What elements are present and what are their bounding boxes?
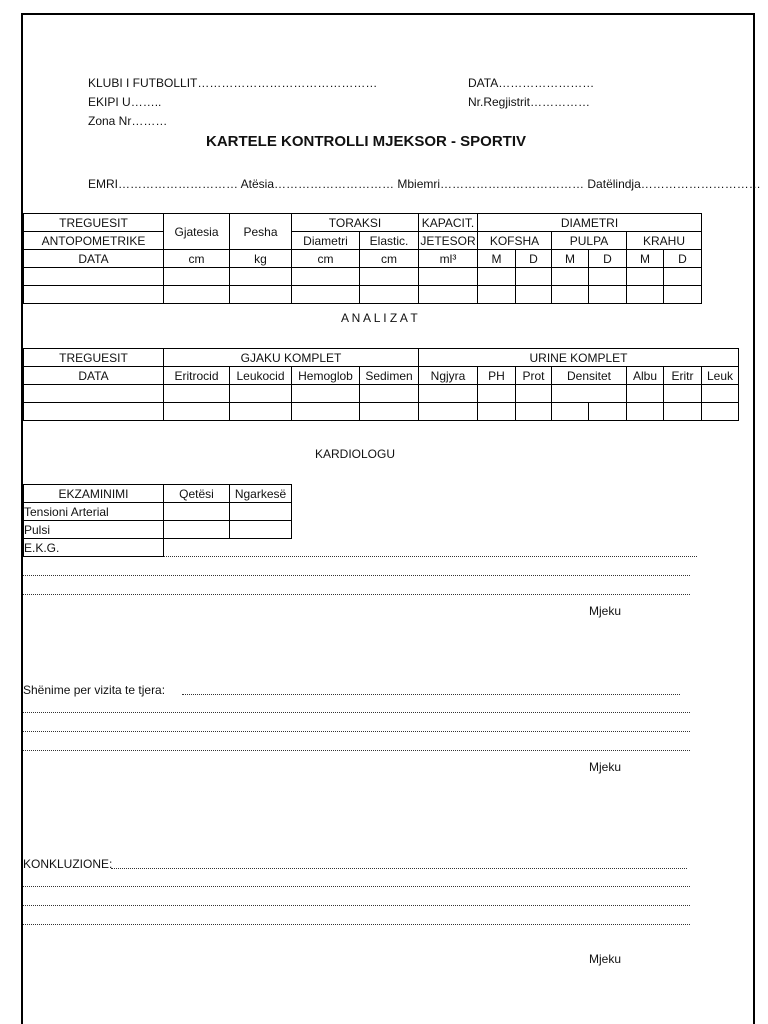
pulse-label: Pulsi: [24, 521, 164, 539]
conclusions-label: KONKLUZIONE:: [23, 857, 113, 871]
registry-field: [468, 95, 590, 109]
dotted-line[interactable]: [23, 712, 690, 713]
dotted-line[interactable]: [23, 731, 690, 732]
load-header: Ngarkesë: [230, 485, 292, 503]
erythrocyte-header: Eritrocid: [164, 367, 230, 385]
doctor-signature-label: Mjeku: [589, 760, 622, 774]
weight-header: Pesha: [230, 214, 292, 250]
leukocyte-header: Leukocid: [230, 367, 292, 385]
ph-header: PH: [478, 367, 516, 385]
club-field: [88, 76, 377, 90]
albumin-header: Albu: [627, 367, 664, 385]
arm-header: KRAHU: [627, 232, 702, 250]
right-col: D: [516, 250, 552, 268]
team-dots: ……..: [130, 95, 162, 109]
surname-dots: ………………………………: [440, 177, 585, 191]
rest-header: Qetësi: [164, 485, 230, 503]
table-row: [24, 521, 292, 539]
left-col: M: [627, 250, 664, 268]
date-label: DATA: [468, 76, 499, 90]
analyses-table: [23, 348, 739, 421]
unit-ml: ml³: [419, 250, 478, 268]
thigh-header: KOFSHA: [478, 232, 552, 250]
density-header: Densitet: [552, 367, 627, 385]
dotted-line[interactable]: [23, 575, 690, 576]
zone-field: [88, 114, 167, 128]
urine-header: URINE KOMPLET: [419, 349, 739, 367]
birth-label: Datëlindja: [587, 177, 641, 191]
team-field: [88, 95, 161, 109]
dotted-line[interactable]: [23, 750, 690, 751]
analyses-heading: A N A L I Z A T: [341, 311, 418, 325]
thorax-header: TORAKSI: [292, 214, 419, 232]
left-col: M: [478, 250, 516, 268]
dotted-line[interactable]: [23, 886, 690, 887]
calf-header: PULPA: [552, 232, 627, 250]
identity-line: [88, 177, 761, 191]
blood-header: GJAKU KOMPLET: [164, 349, 419, 367]
registry-label: Nr.Regjistrit: [468, 95, 531, 109]
doctor-signature-label: Mjeku: [589, 952, 622, 966]
sedimentation-header: Sedimen: [360, 367, 419, 385]
table-row: [24, 268, 702, 286]
anthropometric-table: [23, 213, 702, 304]
color-header: Ngjyra: [419, 367, 478, 385]
team-label: EKIPI U: [88, 95, 131, 109]
zone-dots: ………: [131, 114, 168, 128]
exam-header: EKZAMINIMI: [24, 485, 164, 503]
table-row: [24, 539, 292, 557]
unit-kg: kg: [230, 250, 292, 268]
club-label: KLUBI I FUTBOLLIT: [88, 76, 198, 90]
surname-label: Mbiemri: [397, 177, 441, 191]
table-row: [24, 385, 739, 403]
dotted-line[interactable]: [182, 694, 680, 695]
dotted-line[interactable]: [23, 905, 690, 906]
urine-leukocyte-header: Leuk: [702, 367, 739, 385]
date-dots: ……………………: [498, 76, 595, 90]
capacity-subheader: JETESOR: [420, 233, 476, 248]
protein-header: Prot: [516, 367, 552, 385]
blood-pressure-label: Tensioni Arterial: [24, 503, 164, 521]
notes-label: Shënime per vizita te tjera:: [23, 683, 166, 697]
indicators-subheader: ANTOPOMETRIKE: [24, 232, 164, 250]
right-col: D: [589, 250, 627, 268]
indicators-header: TREGUESIT: [24, 349, 164, 367]
thorax-diameter-header: Diametri: [292, 232, 360, 250]
father-dots: …………………………: [274, 177, 395, 191]
capacity-header: KAPACIT.: [419, 214, 478, 232]
doctor-signature-label: Mjeku: [589, 604, 622, 618]
table-row: [24, 286, 702, 304]
zone-label: Zona Nr: [88, 114, 132, 128]
ekg-label: E.K.G.: [24, 539, 164, 557]
name-dots: …………………………: [118, 177, 238, 191]
father-label: Atësia: [240, 177, 275, 191]
dotted-line[interactable]: [23, 594, 690, 595]
birth-dots: …………………………: [640, 177, 761, 191]
table-row: [24, 403, 739, 421]
date-field: [468, 76, 594, 90]
left-col: M: [552, 250, 589, 268]
indicators-header: TREGUESIT: [24, 214, 164, 232]
hemoglobin-header: Hemoglob: [292, 367, 360, 385]
thorax-elastic-header: Elastic.: [360, 232, 419, 250]
dotted-line[interactable]: [23, 924, 690, 925]
unit-cm: cm: [292, 250, 360, 268]
dotted-line[interactable]: [111, 868, 687, 869]
right-col: D: [664, 250, 702, 268]
registry-dots: ……………: [530, 95, 591, 109]
name-label: EMRI: [88, 177, 118, 191]
date-header: DATA: [24, 250, 164, 268]
diameter-header: DIAMETRI: [478, 214, 702, 232]
date-header: DATA: [24, 367, 164, 385]
urine-erythrocyte-header: Eritr: [664, 367, 702, 385]
club-dots: ………………………………………: [197, 76, 378, 90]
unit-cm: cm: [360, 250, 419, 268]
table-row: [24, 503, 292, 521]
page-title: KARTELE KONTROLLI MJEKSOR - SPORTIV: [206, 133, 527, 150]
cardiology-heading: KARDIOLOGU: [315, 447, 396, 461]
height-header: Gjatesia: [164, 214, 230, 250]
cardio-table: [23, 484, 292, 557]
unit-cm: cm: [164, 250, 230, 268]
ekg-dotted-line[interactable]: [164, 556, 697, 557]
